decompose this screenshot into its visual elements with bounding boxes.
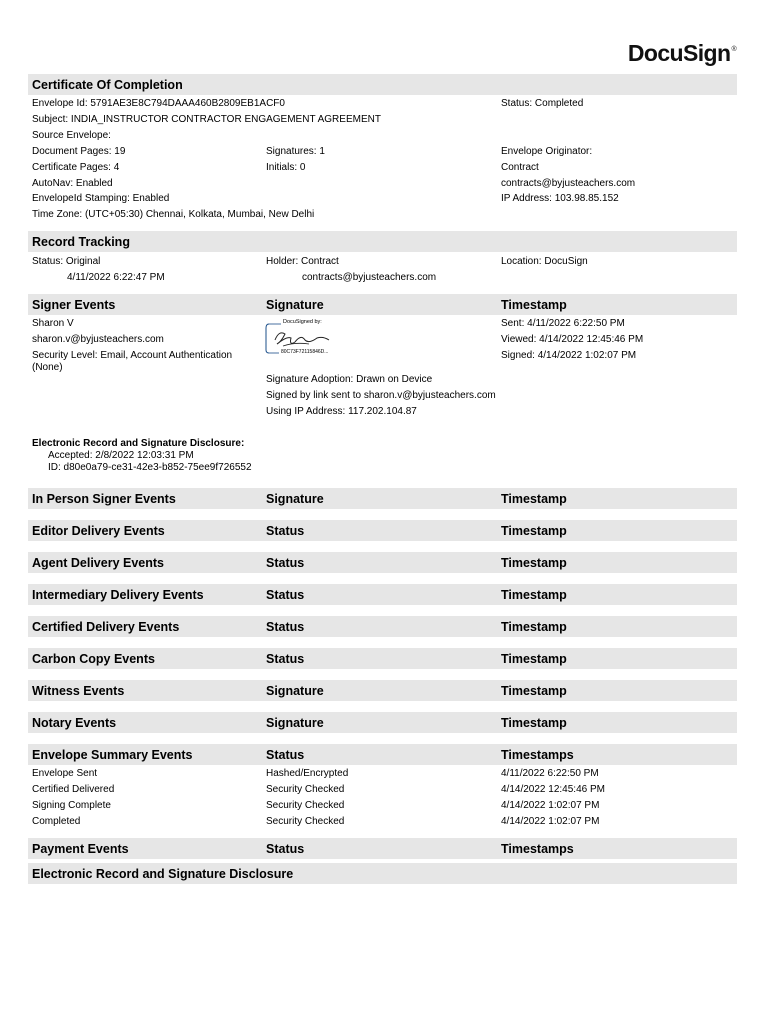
signer-email: sharon.v@byjusteachers.com <box>32 334 164 345</box>
section-title: Agent Delivery Events <box>32 556 164 570</box>
signer-name: Sharon V <box>32 318 74 329</box>
section-title: Notary Events <box>32 716 117 730</box>
envelope-id: Envelope Id: 5791AE3E8C794DAAA460B2809EB1ACF0 <box>32 98 285 109</box>
column-header-timestamp: Timestamp <box>501 298 567 312</box>
viewed-timestamp: Viewed: 4/14/2022 12:45:46 PM <box>501 334 644 345</box>
section-title: Certified Delivery Events <box>32 620 180 634</box>
section-bar-editor-delivery-events <box>28 520 737 541</box>
column-header: Timestamp <box>501 556 567 570</box>
section-bar-carbon-copy-events <box>28 648 737 669</box>
column-header: Status <box>266 588 305 602</box>
signed-by-link: Signed by link sent to sharon.v@byjusteachers.com <box>266 390 496 401</box>
section-bar-witness-events <box>28 680 737 701</box>
section-bar-signer-events <box>28 294 737 315</box>
column-header: Status <box>266 556 305 570</box>
security-level-detail: (None) <box>32 362 63 373</box>
summary-event: Completed <box>32 816 81 827</box>
section-bar-payment-events <box>28 838 737 859</box>
disclosure-heading: Electronic Record and Signature Disclosure: <box>32 438 245 449</box>
section-bar-intermediary-delivery-events <box>28 584 737 605</box>
section-bar-envelope-summary-events <box>28 744 737 765</box>
using-ip-address: Using IP Address: 117.202.104.87 <box>266 406 417 417</box>
section-bar-record-tracking <box>28 231 737 252</box>
column-header: Timestamp <box>501 716 567 730</box>
summary-time: 4/11/2022 6:22:50 PM <box>501 768 599 779</box>
record-date: 4/11/2022 6:22:47 PM <box>67 272 165 283</box>
signature-adoption: Signature Adoption: Drawn on Device <box>266 374 433 385</box>
column-header: Timestamps <box>501 748 574 762</box>
section-title: Signer Events <box>32 298 116 312</box>
column-header: Timestamp <box>501 492 567 506</box>
section-bar-certificate <box>28 74 737 95</box>
holder: Holder: Contract <box>266 256 339 267</box>
section-title: Certificate Of Completion <box>32 78 183 92</box>
sent-timestamp: Sent: 4/11/2022 6:22:50 PM <box>501 318 625 329</box>
column-header: Timestamp <box>501 652 567 666</box>
initials-count: Initials: 0 <box>266 162 306 173</box>
column-header: Status <box>266 748 305 762</box>
ip-address: IP Address: 103.98.85.152 <box>501 193 619 204</box>
section-title: Carbon Copy Events <box>32 652 155 666</box>
envelope-status: Status: Completed <box>501 98 584 109</box>
disclosure-id: ID: d80e0a79-ce31-42e3-b852-75ee9f726552 <box>48 462 252 473</box>
document-pages: Document Pages: 19 <box>32 146 126 157</box>
section-bar-certified-delivery-events <box>28 616 737 637</box>
summary-status: Security Checked <box>266 800 345 811</box>
security-level: Security Level: Email, Account Authentication <box>32 350 233 361</box>
section-title: Payment Events <box>32 842 129 856</box>
summary-time: 4/14/2022 12:45:46 PM <box>501 784 605 795</box>
column-header: Status <box>266 620 305 634</box>
location: Location: DocuSign <box>501 256 588 267</box>
originator-email: contracts@byjusteachers.com <box>501 178 636 189</box>
disclosure-accepted: Accepted: 2/8/2022 12:03:31 PM <box>48 450 194 461</box>
summary-event: Certified Delivered <box>32 784 115 795</box>
signature-id: 80C73F72115846D... <box>281 349 329 355</box>
holder-email: contracts@byjusteachers.com <box>302 272 437 283</box>
section-title: Witness Events <box>32 684 125 698</box>
signed-timestamp: Signed: 4/14/2022 1:02:07 PM <box>501 350 637 361</box>
column-header: Signature <box>266 716 324 730</box>
section-title: Record Tracking <box>32 235 130 249</box>
section-bar-notary-events <box>28 712 737 733</box>
summary-status: Security Checked <box>266 784 345 795</box>
section-bar-in-person-signer-events <box>28 488 737 509</box>
envelope-originator-label: Envelope Originator: <box>501 146 593 157</box>
section-bar-agent-delivery-events <box>28 552 737 573</box>
summary-time: 4/14/2022 1:02:07 PM <box>501 800 600 811</box>
docusigned-by-label: DocuSigned by: <box>283 319 322 325</box>
summary-status: Hashed/Encrypted <box>266 768 349 779</box>
originator-name: Contract <box>501 162 539 173</box>
column-header: Timestamp <box>501 684 567 698</box>
column-header: Timestamp <box>501 620 567 634</box>
column-header: Timestamp <box>501 588 567 602</box>
subject: Subject: INDIA_INSTRUCTOR CONTRACTOR ENGAGEMENT AGREEMENT <box>32 114 381 125</box>
section-title: Intermediary Delivery Events <box>32 588 204 602</box>
docusign-logo: DocuSign® <box>627 40 736 66</box>
summary-time: 4/14/2022 1:02:07 PM <box>501 816 600 827</box>
section-title: Editor Delivery Events <box>32 524 165 538</box>
section-title: Electronic Record and Signature Disclosure <box>32 867 294 881</box>
column-header: Signature <box>266 492 324 506</box>
record-status: Status: Original <box>32 256 101 267</box>
section-title: Envelope Summary Events <box>32 748 193 762</box>
autonav: AutoNav: Enabled <box>32 178 113 189</box>
column-header: Status <box>266 842 305 856</box>
section-bar-disclosure <box>28 863 737 884</box>
envelopeid-stamping: EnvelopeId Stamping: Enabled <box>32 193 170 204</box>
column-header: Status <box>266 652 305 666</box>
column-header: Status <box>266 524 305 538</box>
summary-event: Envelope Sent <box>32 768 98 779</box>
section-title: In Person Signer Events <box>32 492 176 506</box>
summary-event: Signing Complete <box>32 800 111 811</box>
signature-image <box>265 320 339 356</box>
certificate-pages: Certificate Pages: 4 <box>32 162 120 173</box>
column-header: Signature <box>266 684 324 698</box>
column-header: Timestamp <box>501 524 567 538</box>
time-zone: Time Zone: (UTC+05:30) Chennai, Kolkata, Mumbai, New Delhi <box>32 209 315 220</box>
summary-status: Security Checked <box>266 816 345 827</box>
column-header-signature: Signature <box>266 298 324 312</box>
column-header: Timestamps <box>501 842 574 856</box>
source-envelope: Source Envelope: <box>32 130 111 141</box>
signatures-count: Signatures: 1 <box>266 146 325 157</box>
